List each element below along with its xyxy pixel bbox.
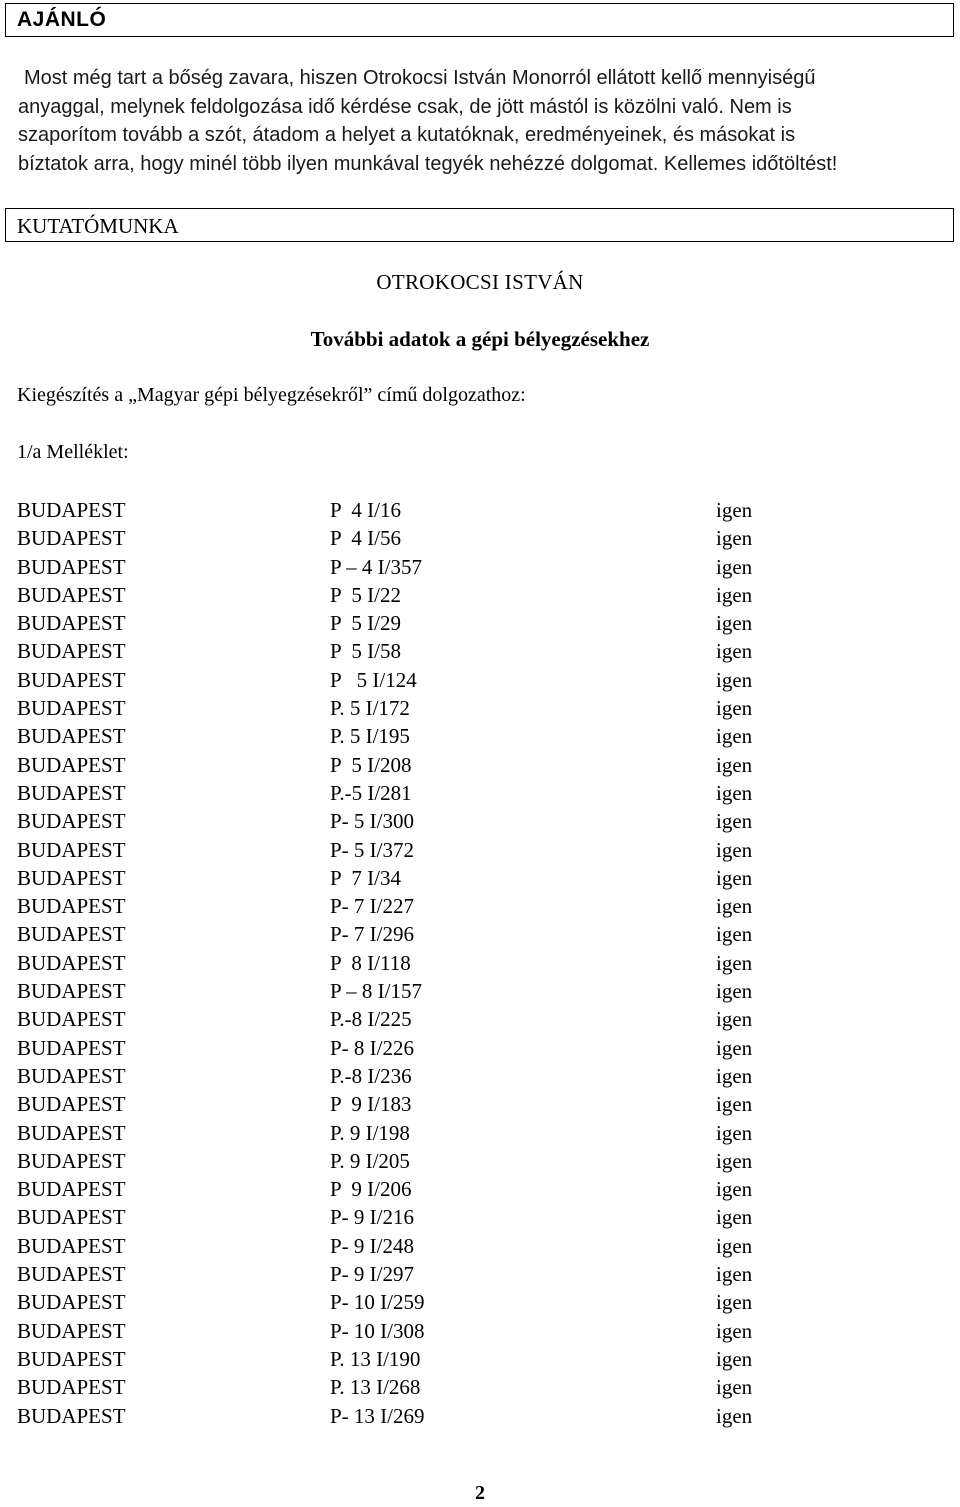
cell-city: BUDAPEST (17, 837, 126, 862)
article-lead: Kiegészítés a „Magyar gépi bélyegzésekről” című dolgozathoz: (17, 384, 526, 406)
intro-line: Most még tart a bőség zavara, hiszen Otrokocsi István Monorról ellátott kellő mennyiségű (24, 67, 816, 89)
table-row (17, 1402, 796, 1430)
cell-code: P 5 I/29 (330, 611, 401, 636)
intro-line: bíztatok arra, hogy minél több ilyen munkával tegyék nehézzé dolgomat. Kellemes időtöltést! (18, 152, 838, 175)
table-row (17, 1062, 796, 1090)
table-row (17, 892, 796, 920)
table-row (17, 694, 796, 722)
cell-code: P- 10 I/308 (330, 1318, 425, 1343)
stamp-table (17, 496, 796, 1430)
cell-code: P 5 I/124 (330, 667, 417, 692)
cell-city: BUDAPEST (17, 498, 126, 522)
article-author: OTROKOCSI ISTVÁN (376, 270, 584, 294)
cell-flag: igen (716, 1092, 753, 1117)
cell-city: BUDAPEST (17, 554, 126, 579)
cell-code: P. 5 I/172 (330, 696, 410, 721)
cell-city: BUDAPEST (17, 1120, 126, 1145)
section-header-kutatomunka (5, 208, 954, 242)
cell-city: BUDAPEST (17, 611, 126, 636)
cell-city: BUDAPEST (17, 1262, 126, 1287)
cell-flag: igen (716, 1205, 753, 1230)
cell-code: P 4 I/16 (330, 498, 401, 522)
table-row (17, 920, 796, 948)
intro-line: anyaggal, melynek feldolgozása idő kérdése csak, de jött mástól is közölni való. Nem is (18, 95, 792, 118)
cell-city: BUDAPEST (17, 1233, 126, 1258)
table-row (17, 1005, 796, 1033)
stamp-table-body (17, 496, 796, 1430)
table-row (17, 1288, 796, 1316)
cell-city: BUDAPEST (17, 1346, 126, 1371)
cell-flag: igen (716, 979, 753, 1004)
cell-flag: igen (716, 1035, 753, 1060)
appendix-label: 1/a Melléklet: (17, 441, 129, 463)
cell-flag: igen (716, 809, 753, 834)
table-row (17, 1260, 796, 1288)
cell-code: P 8 I/118 (330, 950, 411, 975)
cell-city: BUDAPEST (17, 950, 126, 975)
cell-flag: igen (716, 554, 753, 579)
cell-code: P- 8 I/226 (330, 1035, 414, 1060)
intro-paragraph (18, 64, 943, 178)
cell-code: P. 9 I/198 (330, 1120, 410, 1145)
table-row (17, 1373, 796, 1401)
cell-flag: igen (716, 922, 753, 947)
cell-city: BUDAPEST (17, 1290, 126, 1315)
cell-city: BUDAPEST (17, 780, 126, 805)
cell-city: BUDAPEST (17, 809, 126, 834)
cell-code: P- 13 I/269 (330, 1403, 425, 1428)
cell-flag: igen (716, 724, 753, 749)
table-row (17, 807, 796, 835)
section-title-ajanlo: AJÁNLÓ (17, 8, 107, 31)
cell-code: P. 13 I/190 (330, 1346, 421, 1371)
table-row (17, 496, 796, 524)
cell-flag: igen (716, 667, 753, 692)
cell-code: P 5 I/22 (330, 582, 401, 607)
cell-city: BUDAPEST (17, 865, 126, 890)
table-row (17, 1317, 796, 1345)
table-row (17, 751, 796, 779)
cell-flag: igen (716, 1007, 753, 1032)
cell-code: P 4 I/56 (330, 526, 401, 551)
cell-city: BUDAPEST (17, 1148, 126, 1173)
page-number: 2 (475, 1482, 485, 1504)
cell-code: P. 13 I/268 (330, 1375, 421, 1400)
cell-code: P- 7 I/296 (330, 922, 414, 947)
cell-code: P.-8 I/225 (330, 1007, 412, 1032)
table-row (17, 609, 796, 637)
table-row (17, 553, 796, 581)
table-row (17, 1175, 796, 1203)
cell-flag: igen (716, 1346, 753, 1371)
cell-flag: igen (716, 1375, 753, 1400)
cell-flag: igen (716, 752, 753, 777)
cell-code: P. 5 I/195 (330, 724, 410, 749)
cell-code: P 9 I/183 (330, 1092, 412, 1117)
cell-city: BUDAPEST (17, 1177, 126, 1202)
cell-city: BUDAPEST (17, 582, 126, 607)
table-row (17, 836, 796, 864)
article-title: További adatok a gépi bélyegzésekhez (310, 327, 650, 351)
table-row (17, 637, 796, 665)
cell-city: BUDAPEST (17, 1007, 126, 1032)
cell-flag: igen (716, 1233, 753, 1258)
cell-city: BUDAPEST (17, 1063, 126, 1088)
cell-flag: igen (716, 639, 753, 664)
cell-code: P.-8 I/236 (330, 1063, 412, 1088)
cell-code: P- 7 I/227 (330, 894, 414, 919)
table-row (17, 1034, 796, 1062)
cell-city: BUDAPEST (17, 639, 126, 664)
cell-code: P 7 I/34 (330, 865, 401, 890)
cell-flag: igen (716, 780, 753, 805)
cell-code: P 9 I/206 (330, 1177, 412, 1202)
cell-code: P- 9 I/216 (330, 1205, 414, 1230)
cell-code: P.-5 I/281 (330, 780, 412, 805)
cell-code: P- 9 I/248 (330, 1233, 414, 1258)
cell-code: P. 9 I/205 (330, 1148, 410, 1173)
cell-city: BUDAPEST (17, 1205, 126, 1230)
cell-flag: igen (716, 498, 753, 522)
cell-city: BUDAPEST (17, 922, 126, 947)
cell-city: BUDAPEST (17, 526, 126, 551)
cell-flag: igen (716, 1177, 753, 1202)
cell-flag: igen (716, 1262, 753, 1287)
cell-city: BUDAPEST (17, 1092, 126, 1117)
cell-code: P- 5 I/300 (330, 809, 414, 834)
table-row (17, 1119, 796, 1147)
cell-city: BUDAPEST (17, 752, 126, 777)
cell-city: BUDAPEST (17, 724, 126, 749)
cell-flag: igen (716, 837, 753, 862)
cell-city: BUDAPEST (17, 1375, 126, 1400)
table-row (17, 864, 796, 892)
cell-code: P- 10 I/259 (330, 1290, 425, 1315)
table-row (17, 581, 796, 609)
cell-flag: igen (716, 1063, 753, 1088)
table-row (17, 779, 796, 807)
cell-code: P – 8 I/157 (330, 979, 422, 1004)
cell-flag: igen (716, 1120, 753, 1145)
cell-code: P – 4 I/357 (330, 554, 422, 579)
cell-city: BUDAPEST (17, 667, 126, 692)
cell-code: P- 9 I/297 (330, 1262, 414, 1287)
cell-code: P 5 I/208 (330, 752, 412, 777)
table-row (17, 1090, 796, 1118)
cell-flag: igen (716, 1148, 753, 1173)
cell-flag: igen (716, 950, 753, 975)
cell-flag: igen (716, 1318, 753, 1343)
intro-line: szaporítom tovább a szót, átadom a helyet a kutatóknak, eredményeinek, és másokat is (18, 124, 796, 146)
cell-city: BUDAPEST (17, 696, 126, 721)
cell-city: BUDAPEST (17, 1035, 126, 1060)
table-row (17, 722, 796, 750)
cell-city: BUDAPEST (17, 894, 126, 919)
cell-flag: igen (716, 696, 753, 721)
cell-city: BUDAPEST (17, 1403, 126, 1428)
cell-flag: igen (716, 611, 753, 636)
cell-flag: igen (716, 526, 753, 551)
cell-flag: igen (716, 894, 753, 919)
section-header-ajanlo (5, 3, 954, 37)
cell-code: P- 5 I/372 (330, 837, 414, 862)
table-row (17, 524, 796, 552)
section-title-kutatomunka: KUTATÓMUNKA (17, 214, 179, 238)
table-row (17, 977, 796, 1005)
cell-city: BUDAPEST (17, 1318, 126, 1343)
cell-code: P 5 I/58 (330, 639, 401, 664)
table-row (17, 949, 796, 977)
table-row (17, 1147, 796, 1175)
table-row (17, 1232, 796, 1260)
cell-flag: igen (716, 1403, 753, 1428)
table-row (17, 1203, 796, 1231)
table-row (17, 1345, 796, 1373)
cell-flag: igen (716, 865, 753, 890)
cell-flag: igen (716, 582, 753, 607)
table-row (17, 666, 796, 694)
cell-city: BUDAPEST (17, 979, 126, 1004)
cell-flag: igen (716, 1290, 753, 1315)
